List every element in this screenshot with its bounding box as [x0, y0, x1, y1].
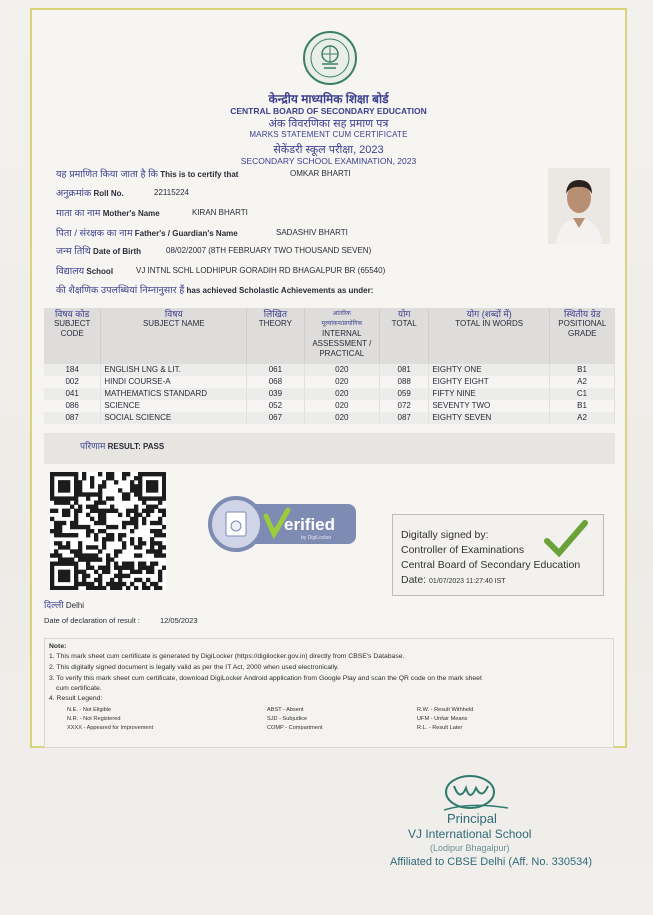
principal-affiliation: Affiliated to CBSE Delhi (Aff. No. 330534) [390, 856, 592, 868]
note-2: 2. This digitally signed document is legally valid as per the IT Act, 2000 when used electronically. [49, 664, 339, 671]
certify-hi: यह प्रमाणित किया जाता है कि [56, 169, 158, 180]
school-label: विद्यालय School [56, 266, 114, 277]
check-icon [543, 519, 589, 559]
student-name: OMKAR BHARTI [290, 169, 351, 178]
col-grade: स्थितीय ग्रेड POSITIONAL GRADE [550, 308, 615, 364]
roll-label: अनुक्रमांक Roll No. [56, 188, 124, 199]
legend-item: ABST - Absent [267, 707, 304, 713]
mother-name: KIRAN BHARTI [192, 208, 248, 217]
col-theory: लिखित THEORY [247, 308, 304, 364]
father-label: पिता / संरक्षक का नाम Father's / Guardian's Name [56, 228, 238, 239]
col-code: विषय कोड SUBJECT CODE [44, 308, 101, 364]
student-photo-portrait [548, 168, 610, 244]
marks-certificate [30, 8, 627, 748]
mother-label: माता का नाम Mother's Name [56, 208, 160, 219]
signed-by: Digitally signed by: [401, 529, 489, 541]
certify-en: This is to certify that [160, 170, 239, 179]
roll-number: 22115224 [154, 188, 189, 197]
note-1: 1. This mark sheet cum certificate is generated by DigiLocker (https://digilocker.gov.in) directly from CBSE's Database. [49, 653, 405, 660]
col-words: योग (शब्दों में) TOTAL IN WORDS [429, 308, 550, 364]
legend-item: SJD - Subjudice [267, 716, 308, 722]
verification-qr-code[interactable] [50, 472, 166, 590]
legend-item: COMP - Compartment [267, 725, 323, 731]
board-name: CENTRAL BOARD OF SECONDARY EDUCATION [230, 106, 427, 116]
legend-item: XXXX - Appeared for Improvement [67, 725, 154, 731]
declaration-date: Date of declaration of result : 12/05/2023 [44, 616, 198, 625]
col-subject: विषय SUBJECT NAME [101, 308, 247, 364]
certificate-title: MARKS STATEMENT CUM CERTIFICATE [249, 130, 408, 139]
legend-item: R.W. - Result Withheld [417, 707, 474, 713]
school-name: VJ INTNL SCHL LODHIPUR GORADIH RD BHAGALPUR BR (65540) [136, 266, 386, 275]
table-row: 184 ENGLISH LNG & LIT. 061 020 081 EIGHTY ONE B1 [44, 364, 615, 376]
board-name-hindi: केन्द्रीय माध्यमिक शिक्षा बोर्ड [268, 92, 389, 106]
svg-text:erified: erified [284, 515, 336, 534]
qr-code-image [50, 472, 166, 590]
digital-signature-box [392, 514, 604, 596]
col-total: योग TOTAL [380, 308, 429, 364]
achievement-line: की शैक्षणिक उपलब्धियां निम्नानुसार हैं has achieved Scholastic Achievements as under: [56, 285, 374, 296]
notes-box [44, 638, 614, 748]
place: दिल्ली Delhi [44, 600, 85, 610]
signer-title: Controller of Examinations [401, 544, 525, 556]
signer-org: Central Board of Secondary Education [401, 559, 581, 571]
note-3b: cum certificate. [56, 685, 102, 692]
exam-name: SECONDARY SCHOOL EXAMINATION, 2023 [240, 156, 417, 166]
legend-item: N.R. - Not Registered [67, 716, 121, 722]
note-3: 3. To verify this mark sheet cum certificate, download DigiLocker Android application from Google Play and scan the QR code on the mark sheet [49, 675, 482, 682]
exam-hindi: सेकेंडरी स्कूल परीक्षा, 2023 [273, 144, 384, 156]
table-row: 041 MATHEMATICS STANDARD 039 020 059 FIFTY NINE C1 [44, 388, 615, 400]
principal-signature [440, 774, 512, 814]
legend-item: UFM - Unfair Means [417, 716, 468, 722]
principal-school: VJ International School [408, 827, 532, 841]
col-internal: आंतरिक मूल्यांकन/प्रायोगिक INTERNAL ASSESSMENT / PRACTICAL [304, 308, 379, 364]
marks-table [44, 308, 615, 424]
svg-text:by DigiLocker: by DigiLocker [301, 535, 332, 541]
father-name: SADASHIV BHARTI [276, 228, 348, 237]
result-text: परिणाम RESULT: PASS [80, 441, 165, 451]
principal-place: (Lodipur Bhagalpur) [430, 843, 510, 853]
student-photo [548, 168, 610, 244]
dob-label: जन्म तिथि Date of Birth [56, 246, 142, 257]
signature-date: Date: 01/07/2023 11:27:40 IST [401, 574, 506, 586]
legend-item: R.L. - Result Later [417, 725, 463, 731]
date-of-birth: 08/02/2007 (8TH FEBRUARY TWO THOUSAND SEVEN) [166, 246, 372, 255]
table-row: 002 HINDI COURSE-A 068 020 088 EIGHTY EIGHT A2 [44, 376, 615, 388]
table-row: 086 SCIENCE 052 020 072 SEVENTY TWO B1 [44, 400, 615, 412]
note-4: 4. Result Legend: [49, 695, 103, 702]
cbse-seal-logo [302, 30, 358, 86]
table-row: 087 SOCIAL SCIENCE 067 020 087 EIGHTY SEVEN A2 [44, 412, 615, 424]
title-hindi: अंक विवरणिका सह प्रमाण पत्र [268, 118, 389, 130]
result-bar [44, 433, 615, 464]
principal-title: Principal [447, 811, 497, 826]
legend-item: N.E. - Not Eligible [67, 707, 112, 713]
note-title: Note: [49, 643, 67, 650]
digilocker-verified-badge [208, 496, 358, 552]
certify-line [56, 167, 238, 180]
